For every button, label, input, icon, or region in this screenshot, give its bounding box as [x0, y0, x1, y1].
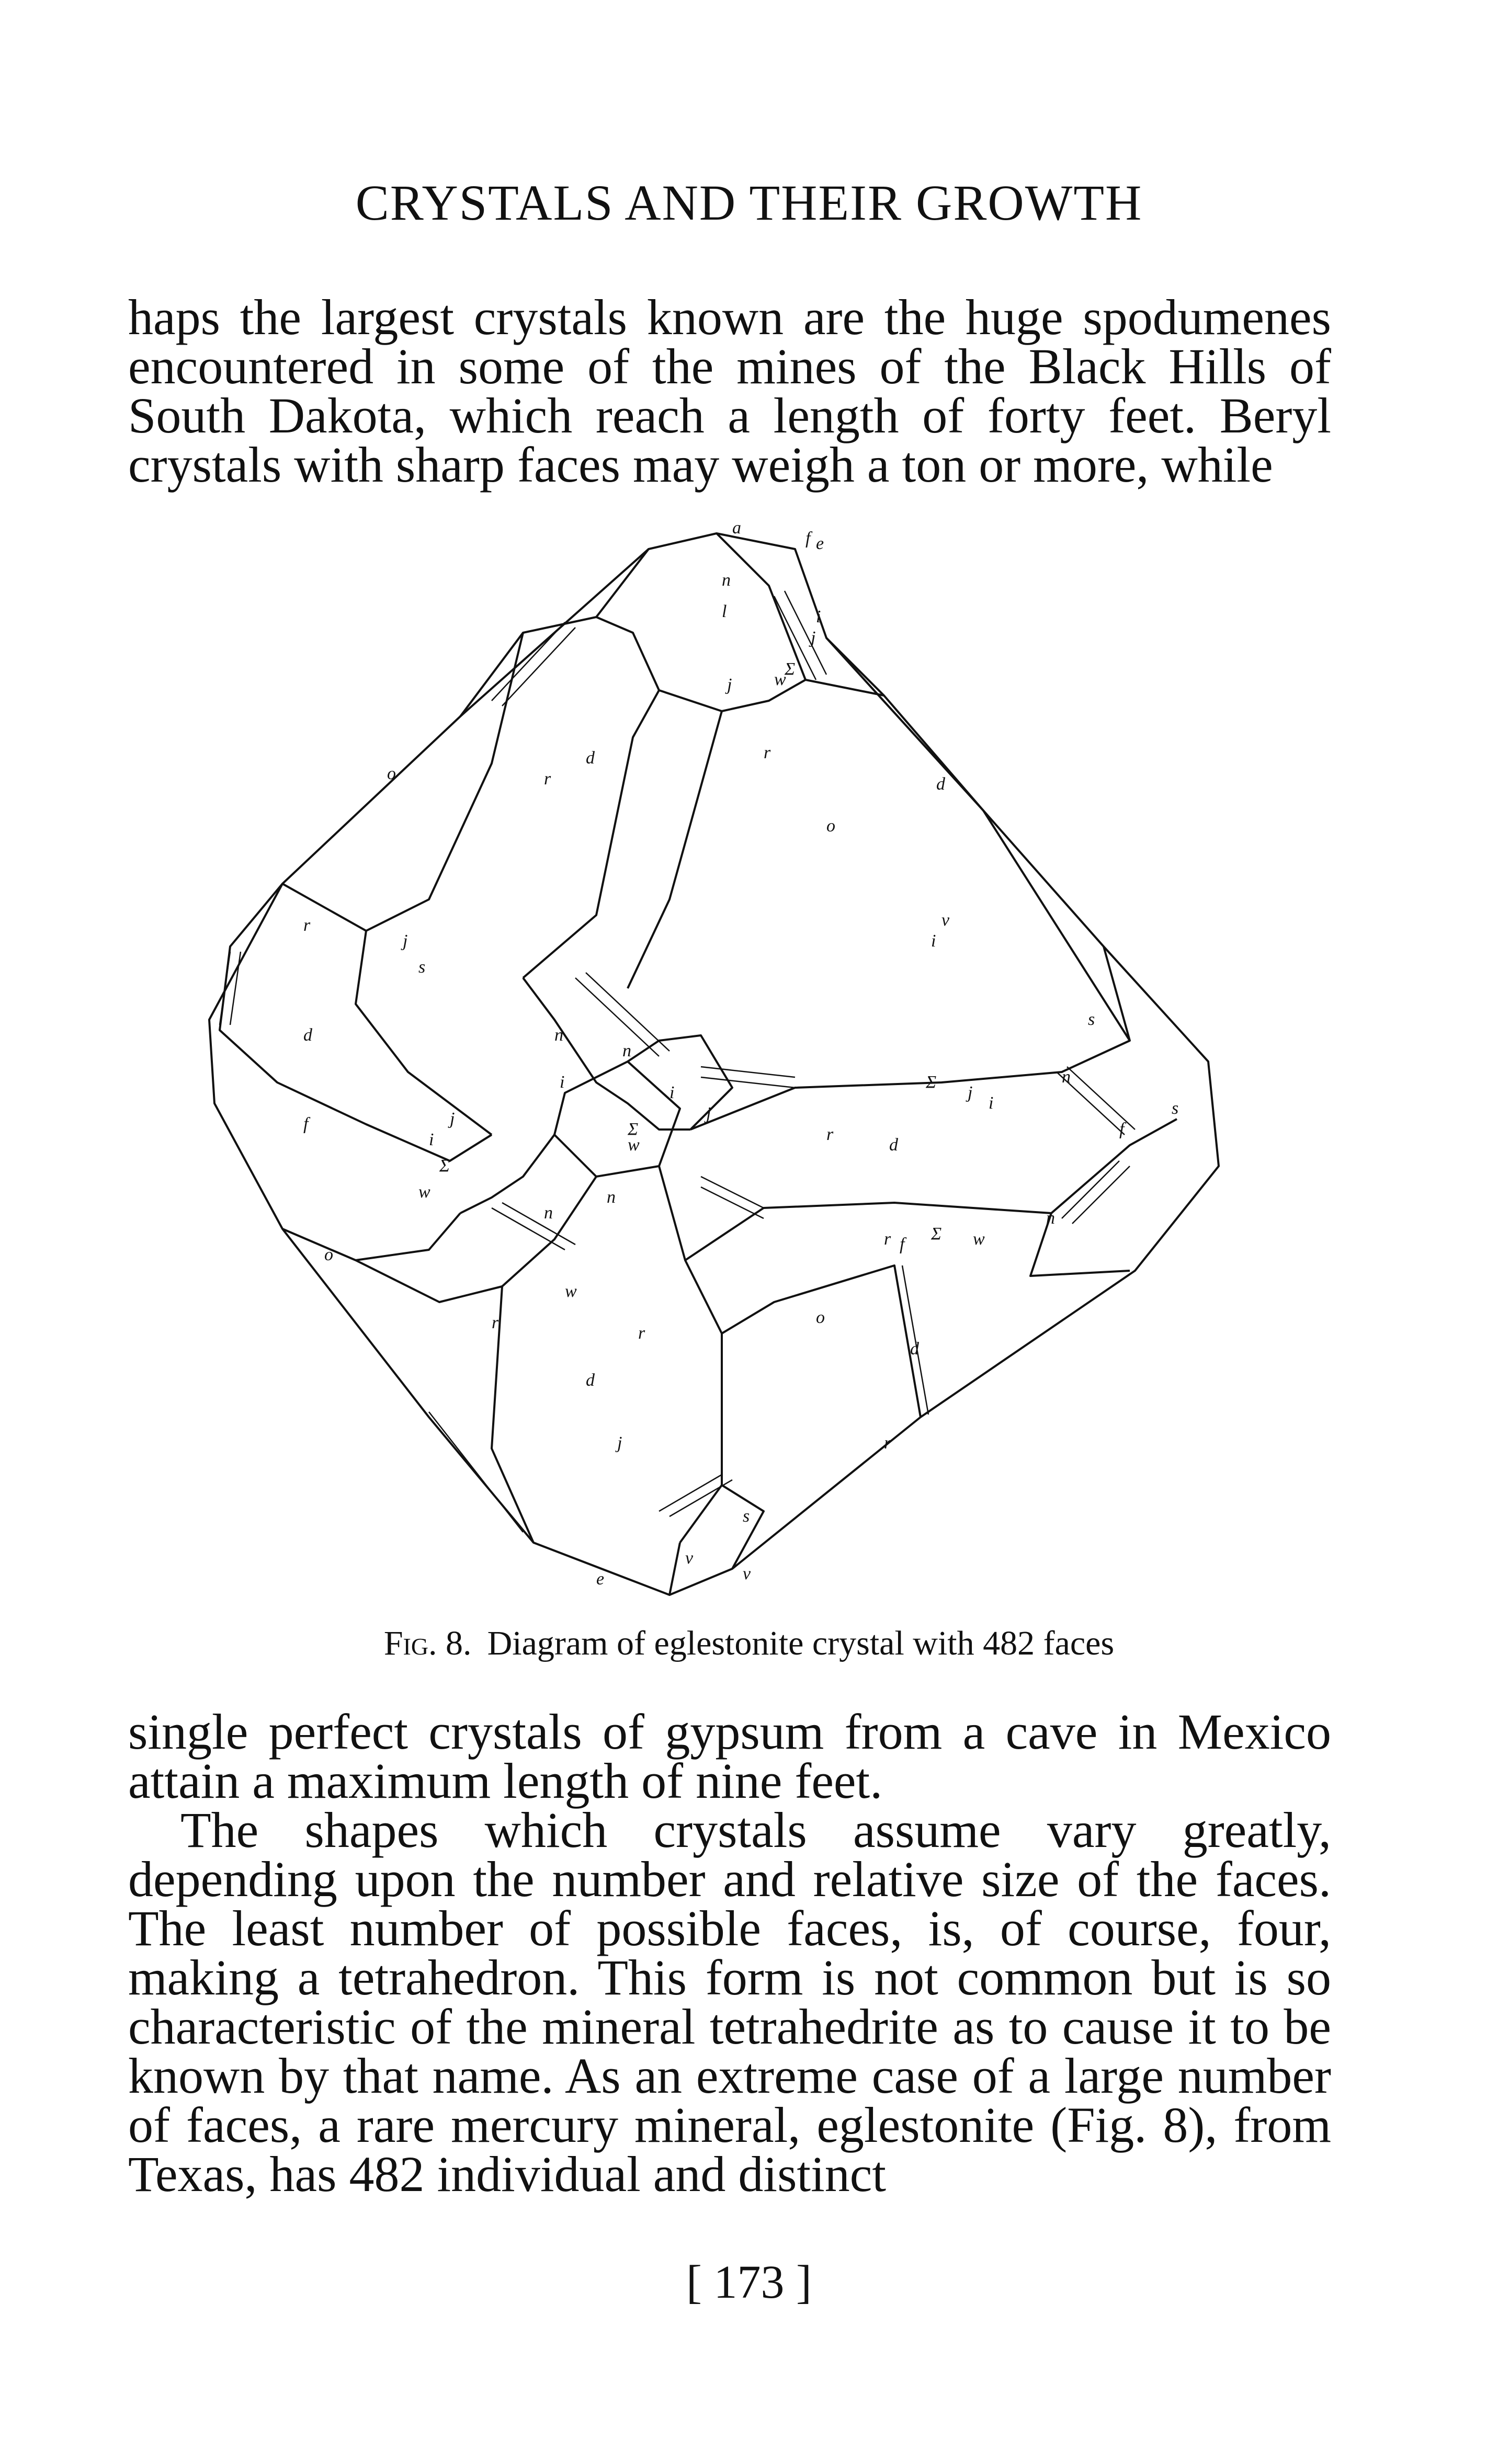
- svg-text:j: j: [706, 1104, 711, 1123]
- svg-text:i: i: [669, 1083, 675, 1102]
- svg-text:w: w: [418, 1182, 430, 1202]
- svg-text:s: s: [418, 957, 426, 977]
- svg-text:w: w: [565, 1282, 577, 1301]
- paragraph: haps the largest crystals known are the huge spodumenes encountered in some of the mines of the Black Hills of South Dakota, which reach a length of forty feet. Beryl crystals with sharp faces may weigh a ton or more, while: [128, 289, 1331, 493]
- paragraph: single perfect crystals of gypsum from a cave in Mexico attain a maximum length of nine feet.: [128, 1704, 1331, 1809]
- body-text-bottom: [128, 1704, 1331, 2202]
- svg-text:v: v: [743, 1564, 751, 1583]
- page-number: [ 173 ]: [686, 2256, 812, 2308]
- running-head: CRYSTALS AND THEIR GROWTH: [355, 175, 1143, 231]
- body-text-top: [128, 289, 1331, 493]
- face-labels: [303, 518, 1178, 1589]
- svg-text:r: r: [826, 1125, 834, 1144]
- svg-text:Σ: Σ: [931, 1224, 942, 1244]
- svg-text:n: n: [622, 1041, 631, 1060]
- svg-text:r: r: [638, 1324, 645, 1343]
- svg-text:j: j: [403, 931, 408, 951]
- svg-text:e: e: [596, 1569, 605, 1589]
- svg-text:s: s: [1172, 1099, 1179, 1118]
- svg-text:f: f: [805, 529, 811, 548]
- svg-text:n: n: [554, 1025, 563, 1045]
- svg-text:i: i: [931, 931, 936, 951]
- svg-text:v: v: [685, 1548, 694, 1568]
- svg-text:f: f: [303, 1114, 309, 1134]
- svg-text:Σ: Σ: [628, 1120, 639, 1139]
- svg-text:o: o: [387, 764, 396, 783]
- svg-text:Σ: Σ: [439, 1156, 450, 1176]
- svg-text:f: f: [1119, 1120, 1125, 1139]
- svg-text:l: l: [722, 602, 727, 621]
- svg-text:n: n: [1046, 1208, 1055, 1228]
- svg-text:r: r: [492, 1313, 499, 1332]
- svg-text:i: i: [989, 1093, 994, 1113]
- svg-text:s: s: [743, 1507, 750, 1526]
- svg-text:j: j: [968, 1083, 973, 1102]
- figure-caption: [0, 1626, 1498, 1661]
- svg-text:o: o: [826, 816, 835, 836]
- svg-text:n: n: [544, 1203, 553, 1223]
- svg-text:w: w: [774, 670, 786, 689]
- svg-text:d: d: [586, 1371, 595, 1390]
- svg-text:w: w: [628, 1135, 640, 1155]
- svg-text:i: i: [429, 1130, 434, 1149]
- svg-text:i: i: [560, 1073, 565, 1092]
- figure-caption-text: Diagram of eglestonite crystal with 482 faces: [487, 1624, 1115, 1662]
- svg-text:o: o: [324, 1245, 333, 1264]
- svg-text:d: d: [936, 774, 945, 794]
- svg-text:d: d: [303, 1025, 312, 1045]
- crystal-diagram: [199, 518, 1234, 1621]
- svg-text:r: r: [544, 769, 551, 789]
- svg-text:n: n: [1062, 1067, 1071, 1087]
- svg-text:d: d: [889, 1135, 898, 1155]
- svg-text:Σ: Σ: [926, 1073, 937, 1092]
- svg-text:j: j: [727, 675, 732, 694]
- svg-text:d: d: [586, 748, 595, 768]
- svg-text:r: r: [303, 916, 311, 935]
- svg-text:e: e: [816, 534, 824, 553]
- svg-text:r: r: [764, 743, 771, 762]
- svg-text:i: i: [816, 607, 821, 626]
- svg-text:j: j: [811, 628, 816, 647]
- svg-text:w: w: [973, 1229, 985, 1249]
- svg-text:j: j: [617, 1433, 622, 1453]
- svg-text:d: d: [910, 1339, 919, 1359]
- svg-text:j: j: [450, 1109, 455, 1128]
- svg-text:s: s: [1088, 1010, 1095, 1029]
- svg-text:f: f: [900, 1235, 905, 1254]
- crystal-outline: [209, 533, 1219, 1595]
- svg-text:r: r: [884, 1229, 891, 1249]
- svg-text:n: n: [722, 571, 731, 590]
- svg-text:r: r: [884, 1433, 891, 1453]
- svg-text:a: a: [732, 518, 741, 538]
- crystal-drawing: [199, 518, 1234, 1621]
- figure-label: Fig. 8.: [383, 1624, 472, 1662]
- paragraph: The shapes which crystals assume vary greatly, depending upon the number and relative size of the faces. The least number of possible faces, is, of course, four, making a tetrahedron. This form is not common but is so characteristic of the mineral tetrahedrite as to cause it to be known by that name. As an extreme case of a large number of faces, a rare mercury mineral, eglestonite (Fig. 8), from Texas, has 482 individual and distinct: [128, 1802, 1331, 2202]
- svg-text:v: v: [941, 910, 950, 930]
- svg-text:n: n: [607, 1188, 616, 1207]
- svg-text:o: o: [816, 1308, 825, 1327]
- svg-text:Σ: Σ: [785, 659, 796, 679]
